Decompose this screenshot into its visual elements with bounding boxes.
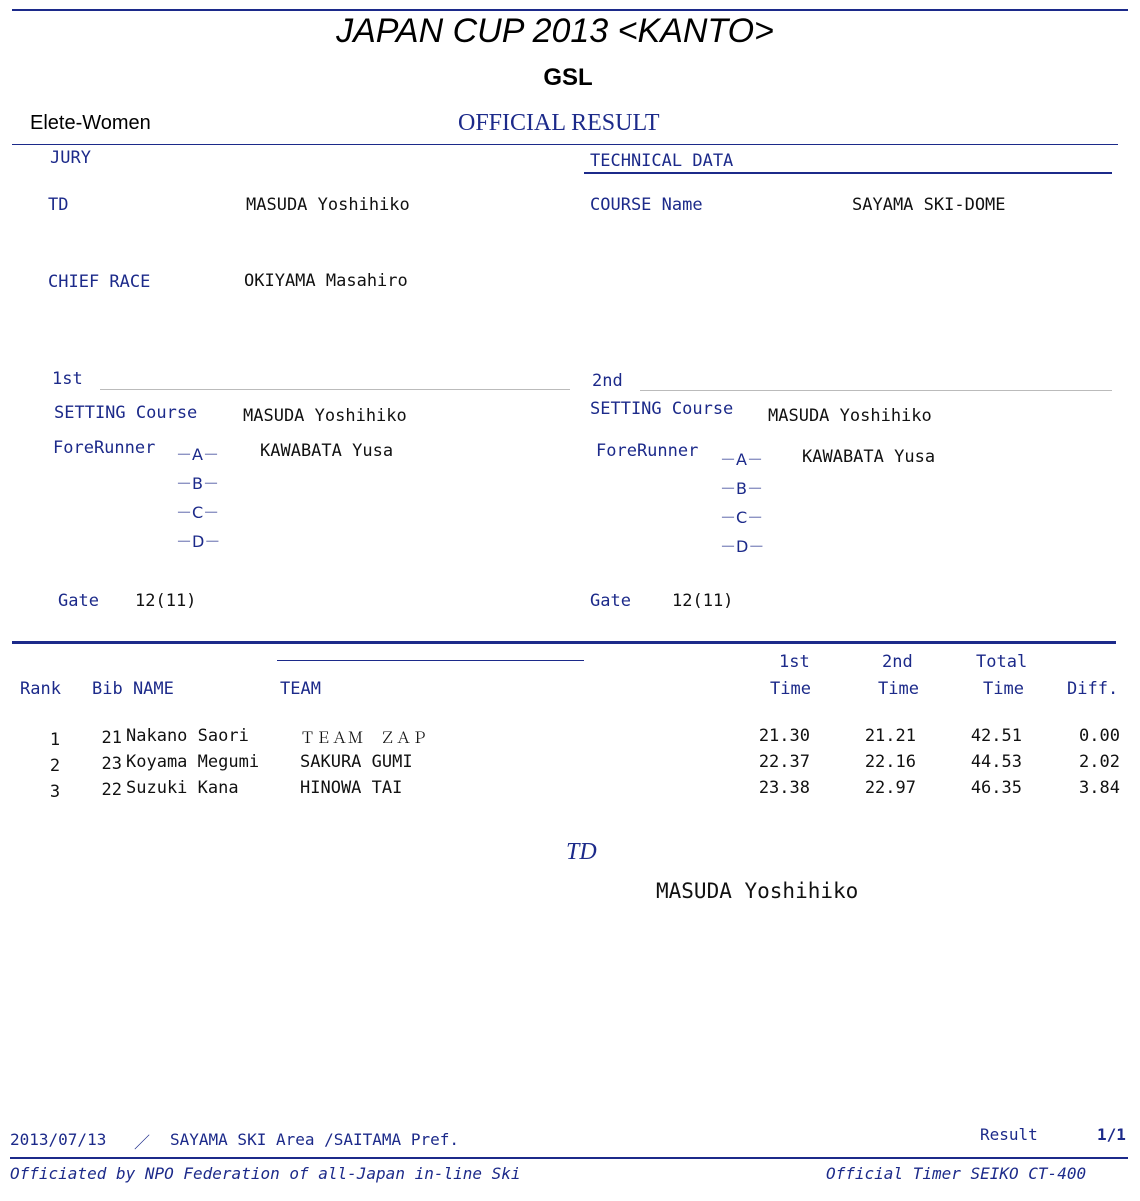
- run2-rule: [640, 390, 1112, 391]
- discipline: GSL: [543, 64, 593, 91]
- footer-separator: ／: [134, 1133, 151, 1152]
- results-rule: [12, 641, 1116, 644]
- total-time-cell: 42.51: [970, 726, 1022, 746]
- first-time-cell: 21.30: [758, 726, 810, 746]
- category: Elete-Women: [30, 112, 151, 134]
- first-time-cell: 22.37: [758, 752, 810, 772]
- bib-cell: 21: [101, 728, 122, 748]
- top-rule: [12, 9, 1128, 11]
- team-cell: SAKURA GUMI: [300, 752, 413, 772]
- col-first-top: 1st: [779, 652, 810, 672]
- chief-race-name: OKIYAMA Masahiro: [244, 271, 408, 291]
- diff-cell: 0.00: [1079, 726, 1120, 746]
- footer-timer: Official Timer SEIKO CT-400: [826, 1164, 1087, 1183]
- footer-officiated: Officiated by NPO Federation of all-Japan in-line Ski: [10, 1164, 521, 1183]
- team-cell: HINOWA TAI: [300, 778, 403, 798]
- first-time-cell: 23.38: [758, 778, 810, 798]
- rank-cell: 2: [49, 756, 61, 776]
- technical-rule: [584, 172, 1112, 174]
- bib-cell: 23: [101, 754, 122, 774]
- rank-cell: 3: [49, 782, 61, 802]
- col-bib-name: Bib NAME: [92, 679, 174, 699]
- run2-forerunner-a-name: KAWABATA Yusa: [802, 447, 936, 467]
- run2-slot-d: －D－: [720, 537, 765, 556]
- course-name: SAYAMA SKI-DOME: [852, 195, 1006, 215]
- run1-label: 1st: [52, 369, 83, 389]
- run1-setting-label: SETTING Course: [54, 403, 198, 423]
- col-diff: Diff.: [1067, 679, 1119, 699]
- run2-gate-label: Gate: [590, 591, 631, 611]
- run1-slot-d: －D－: [176, 532, 221, 551]
- run1-slot-c: －C－: [176, 503, 220, 522]
- signature-label: TD: [566, 839, 597, 865]
- signature-name: MASUDA Yoshihiko: [656, 879, 859, 903]
- name-cell: Koyama Megumi: [126, 752, 260, 772]
- document-title: JAPAN CUP 2013 <KANTO>: [336, 12, 774, 50]
- run2-gate-value: 12(11): [672, 591, 734, 611]
- footer-result-label: Result: [980, 1125, 1038, 1144]
- run1-rule: [100, 389, 570, 390]
- footer-date: 2013/07/13: [10, 1130, 107, 1149]
- run2-slot-c: －C－: [720, 508, 764, 527]
- header-rule: [12, 144, 1118, 145]
- run1-forerunner-label: ForeRunner: [53, 438, 156, 458]
- run1-slot-a: －A－: [176, 445, 219, 464]
- doc-type: OFFICIAL RESULT: [458, 110, 660, 136]
- bib-cell: 22: [101, 780, 122, 800]
- run2-slot-a: －A－: [720, 450, 763, 469]
- footer-location: SAYAMA SKI Area /SAITAMA Pref.: [170, 1130, 459, 1149]
- total-time-cell: 46.35: [970, 778, 1022, 798]
- footer-page: 1/1: [1097, 1125, 1126, 1144]
- rank-cell: 1: [49, 730, 61, 750]
- td-label: TD: [48, 195, 69, 215]
- course-label: COURSE Name: [590, 195, 703, 215]
- run1-forerunner-a: [176, 442, 219, 465]
- team-cell: ＴＥＡＭ ＺＡＰ: [300, 729, 429, 747]
- run1-setter: MASUDA Yoshihiko: [243, 406, 407, 426]
- second-time-cell: 21.21: [864, 726, 916, 746]
- run1-gate-value: 12(11): [135, 591, 197, 611]
- run2-setting-label: SETTING Course: [590, 399, 734, 419]
- footer-rule: [10, 1157, 1128, 1159]
- run2-label: 2nd: [592, 371, 623, 391]
- diff-cell: 2.02: [1079, 752, 1120, 772]
- chief-race-label: CHIEF RACE: [48, 272, 151, 292]
- run2-forerunner-label: ForeRunner: [596, 441, 699, 461]
- col-total-bottom: Time: [983, 679, 1024, 699]
- col-rank: Rank: [20, 679, 61, 699]
- run2-slot-b: －B－: [720, 479, 763, 498]
- run1-gate-label: Gate: [58, 591, 99, 611]
- name-cell: Nakano Saori: [126, 726, 249, 746]
- col-total-top: Total: [976, 652, 1028, 672]
- jury-heading: JURY: [50, 148, 91, 168]
- run2-setter: MASUDA Yoshihiko: [768, 406, 932, 426]
- col-team: TEAM: [280, 679, 321, 699]
- team-header-rule: [277, 660, 584, 661]
- technical-heading: TECHNICAL DATA: [590, 151, 734, 171]
- second-time-cell: 22.16: [864, 752, 916, 772]
- diff-cell: 3.84: [1079, 778, 1120, 798]
- run1-forerunner-a-name: KAWABATA Yusa: [260, 441, 394, 461]
- col-second-bottom: Time: [878, 679, 919, 699]
- run1-slot-b: －B－: [176, 474, 219, 493]
- total-time-cell: 44.53: [970, 752, 1022, 772]
- col-second-top: 2nd: [882, 652, 913, 672]
- name-cell: Suzuki Kana: [126, 778, 239, 798]
- second-time-cell: 22.97: [864, 778, 916, 798]
- td-name: MASUDA Yoshihiko: [246, 195, 410, 215]
- col-first-bottom: Time: [770, 679, 811, 699]
